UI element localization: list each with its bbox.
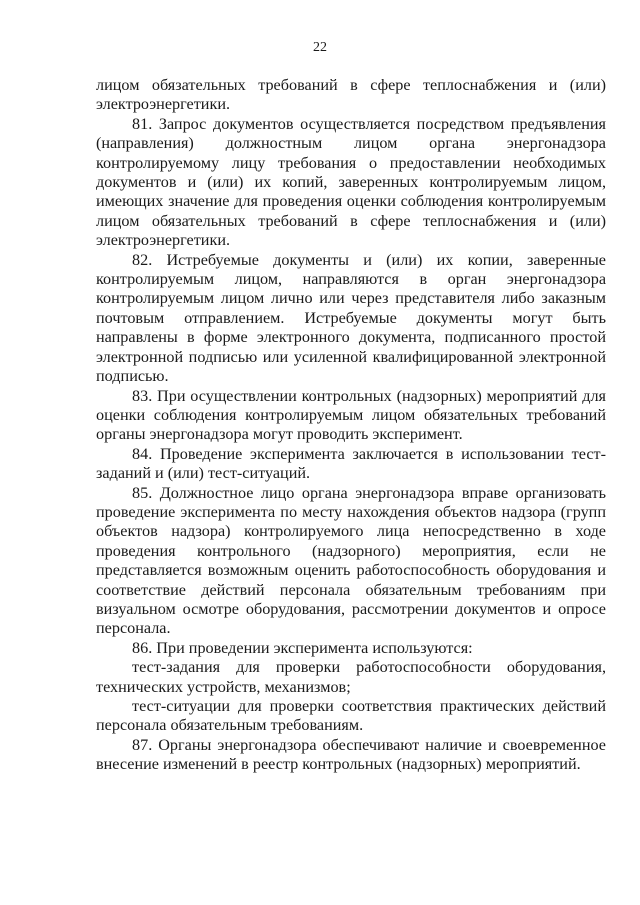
paragraph-86-item-test-situations: тест-ситуации для проверки соответствия практических действий персонала обязательным требованиям.	[96, 697, 606, 735]
paragraph-86: 86. При проведении эксперимента используются:	[132, 638, 473, 657]
paragraph-continuation: лицом обязательных требований в сфере теплоснабжения и (или) электроэнергетики.	[96, 76, 606, 114]
paragraph-85: 85. Должностное лицо органа энергонадзора вправе организовать проведение эксперимента по месту нахождения объектов надзора (групп объектов надзора) контролируемого лица непосредственно в ходе проведения контрольного (надзорного) мероприятия, если не представляется возможным оценить работоспособность оборудования и соответствие действий персонала обязательным требованиям при визуальном осмотре оборудования, рассмотрении документов и опросе персонала.	[96, 483, 606, 638]
paragraph-84: 84. Проведение эксперимента заключается в использовании тест-заданий и (или) тест-ситуаций.	[96, 444, 606, 483]
document-body	[96, 76, 606, 775]
paragraph-81: 81. Запрос документов осуществляется посредством предъявления (направления) должностным лицом органа энергонадзора контролируемому лицу требования о предоставлении необходимых документов и (или) их копий, заверенных контролируемым лицом, имеющих значение для проведения оценки соблюдения контролируемым лицом обязательных требований в сфере теплоснабжения и (или) электроэнергетики.	[96, 114, 606, 250]
page-number: 22	[313, 40, 327, 55]
paragraph-87: 87. Органы энергонадзора обеспечивают наличие и своевременное внесение изменений в реестр контрольных (надзорных) мероприятий.	[96, 735, 606, 774]
paragraph-83: 83. При осуществлении контрольных (надзорных) мероприятий для оценки соблюдения контролируемым лицом обязательных требований органы энергонадзора могут проводить эксперимент.	[96, 386, 606, 444]
paragraph-86-item-test-tasks: тест-задания для проверки работоспособности оборудования, технических устройств, механизмов;	[96, 658, 606, 696]
paragraph-82: 82. Истребуемые документы и (или) их копии, заверенные контролируемым лицом, направляются в орган энергонадзора контролируемым лицом лично или через представителя либо заказным почтовым отправлением. Истребуемые документы могут быть направлены в форме электронного документа, подписанного простой электронной подписью или усиленной квалифицированной электронной подписью.	[96, 250, 606, 386]
